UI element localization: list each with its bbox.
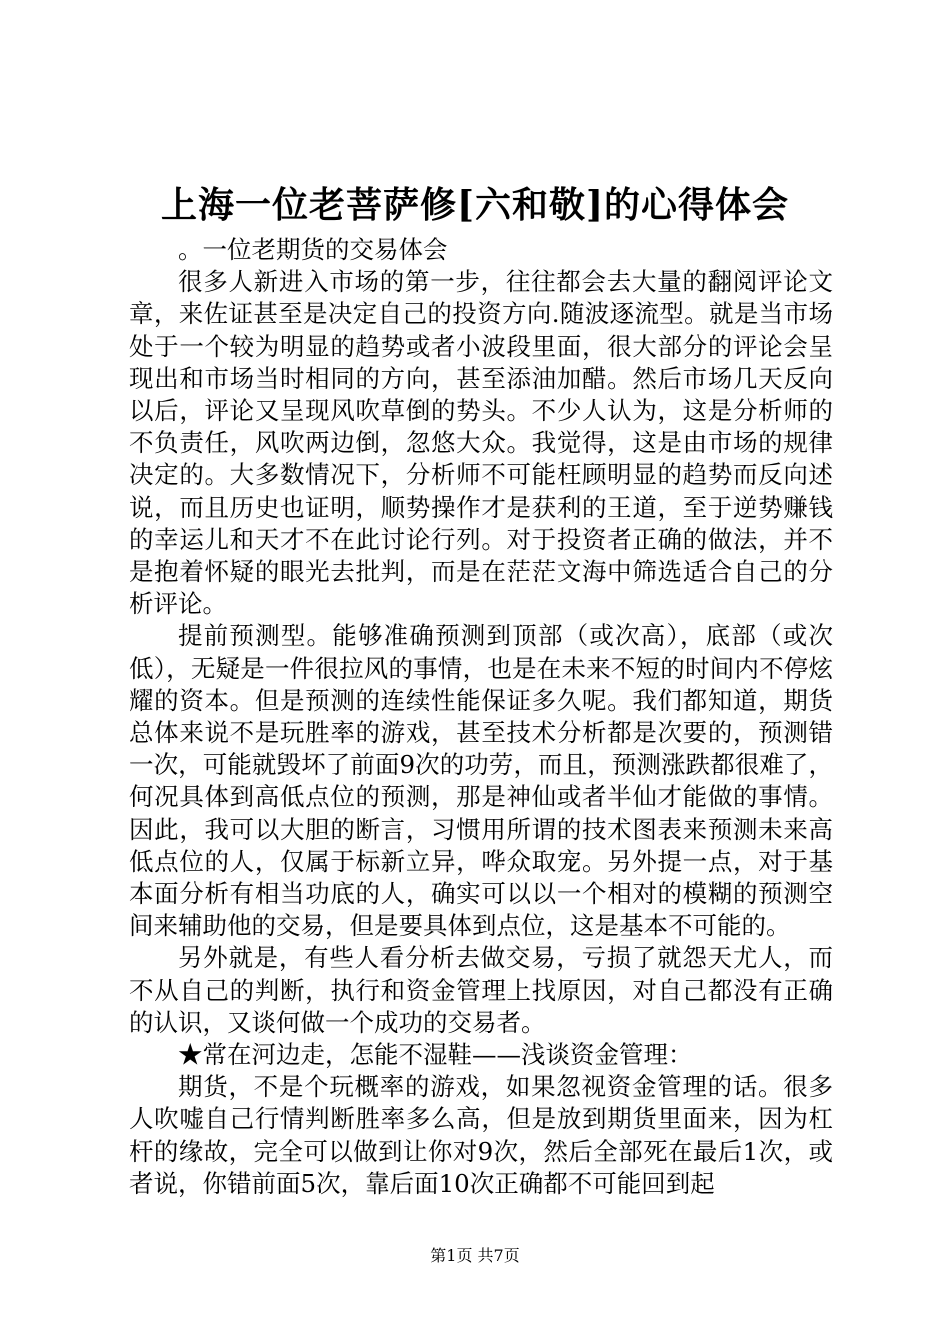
page-footer: 第1页 共7页 bbox=[430, 1246, 520, 1265]
paragraph-4: 期货，不是个玩概率的游戏，如果忽视资金管理的话。很多人吹嘘自己行情判断胜率多么高，但是放到期货里面来，因为杠杆的缘故，完全可以做到让你对9次，然后全部死在最后1次，或者说，你错前面5次，靠后面10次正确都不可能回到起 bbox=[129, 1072, 833, 1198]
document-body bbox=[129, 234, 833, 1200]
paragraph-subtitle: 。一位老期货的交易体会 bbox=[178, 235, 448, 264]
paragraph-section-heading: ★常在河边走，怎能不湿鞋——浅谈资金管理： bbox=[178, 1040, 693, 1070]
paragraph-1: 很多人新进入市场的第一步，往往都会去大量的翻阅评论文章，来佐证甚至是决定自己的投资方向.随波逐流型。就是当市场处于一个较为明显的趋势或者小波段里面，很大部分的评论会呈现出和市场当时相同的方向，甚至添油加醋。然后市场几天反向以后，评论又呈现风吹草倒的势头。不少人认为，这是分析师的不负责任，风吹两边倒，忽悠大众。我觉得，这是由市场的规律决定的。大多数情况下，分析师不可能枉顾明显的趋势而反向述说，而且历史也证明，顺势操作才是获利的王道，至于逆势赚钱的幸运儿和天才不在此讨论行列。对于投资者正确的做法，并不是抱着怀疑的眼光去批判，而是在茫茫文海中筛选适合自己的分析评论。 bbox=[129, 267, 833, 619]
paragraph-2: 提前预测型。能够准确预测到顶部（或次高），底部（或次低），无疑是一件很拉风的事情，也是在未来不短的时间内不停炫耀的资本。但是预测的连续性能保证多久呢。我们都知道，期货总体来说不是玩胜率的游戏，甚至技术分析都是次要的，预测错一次，可能就毁坏了前面9次的功劳，而且，预测涨跌都很难了，何况具体到高低点位的预测，那是神仙或者半仙才能做的事情。因此，我可以大胆的断言，习惯用所谓的技术图表来预测未来高低点位的人，仅属于标新立异，哗众取宠。另外提一点，对于基本面分析有相当功底的人，确实可以以一个相对的模糊的预测空间来辅助他的交易，但是要具体到点位，这是基本不可能的。 bbox=[129, 621, 833, 941]
page-title: 上海一位老菩萨修[六和敬]的心得体会 bbox=[160, 184, 790, 226]
paragraph-3: 另外就是，有些人看分析去做交易，亏损了就怨天尤人，而不从自己的判断，执行和资金管理上找原因，对自己都没有正确的认识，又谈何做一个成功的交易者。 bbox=[129, 943, 833, 1037]
